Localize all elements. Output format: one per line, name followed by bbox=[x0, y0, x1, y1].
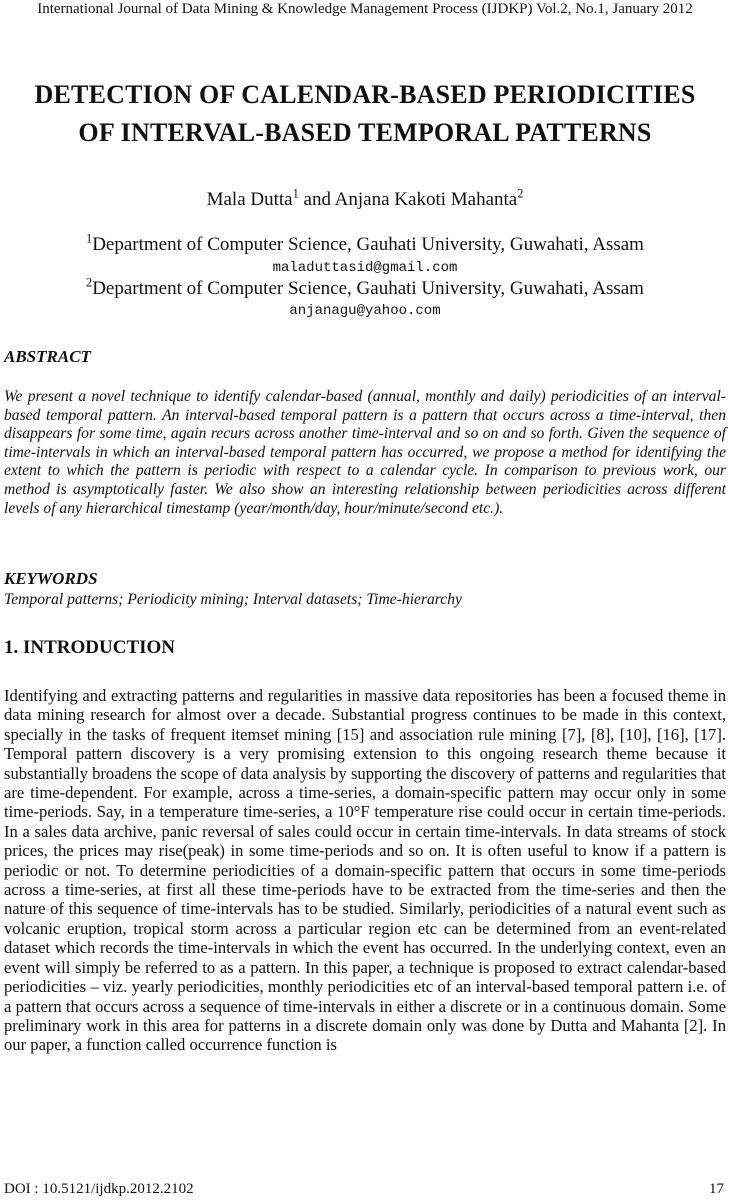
affiliation-marker: 1 bbox=[86, 231, 93, 246]
abstract-body: We present a novel technique to identify calendar-based (annual, monthly and daily) periodicities of an interval-based temporal pattern. An interval-based temporal pattern is a pattern that occurs across a time-interval, then disappears for some time, again recurs across another time-interval and so on and so forth. Given the sequence of time-intervals in which an interval-based temporal pattern has occurred, we propose a method for identifying the extent to which the pattern is periodic with respect to a calendar cycle. In comparison to previous work, our method is asymptotically faster. We also show an interesting relationship between periodicities across different levels of any hierarchical timestamp (year/month/day, hour/minute/second etc.). bbox=[4, 388, 726, 517]
keywords-heading: KEYWORDS bbox=[4, 569, 98, 588]
abstract-heading: ABSTRACT bbox=[4, 347, 91, 366]
affiliation-text: Department of Computer Science, Gauhati University, Guwahati, Assam bbox=[92, 278, 644, 299]
keywords-list: Temporal patterns; Periodicity mining; Interval datasets; Time-hierarchy bbox=[4, 591, 462, 608]
author-email: maladuttasid@gmail.com bbox=[272, 260, 458, 276]
author-email: anjanagu@yahoo.com bbox=[289, 303, 441, 319]
introduction-body: Identifying and extracting patterns and regularities in massive data repositories has been a focused theme in data mining research for almost over a decade. Substantial progress continues to be made in this context, specially in the tasks of frequent itemset mining [15] and association rule mining [7], [8], [10], [16], [17]. Temporal pattern discovery is a very promising extension to this ongoing research theme because it substantially broadens the scope of data analysis by supporting the discovery of patterns and regularities that are time-dependent. For example, across a time-series, a domain-specific pattern may occur only in some time-periods. Say, in a temperature time-series, a 10°F temperature rise could occur in certain time-periods. In a sales data archive, panic reversal of sales could occur in certain time-intervals. In data streams of stock prices, the prices may rise(peak) in some time-periods and so on. It is often useful to know if a pattern is periodic or not. To determine periodicities of a domain-specific pattern that occurs in some time-periods across a time-series, at first all these time-periods have to be extracted from the time-series and then the nature of this sequence of time-intervals has to be studied. Similarly, periodicities of a natural event such as volcanic eruption, tropical storm across a particular region etc can be determined from an event-related dataset which records the time-intervals in which the event has occurred. In the underlying context, even an event will simply be referred to as a pattern. In this paper, a technique is proposed to extract calendar-based periodicities – viz. yearly periodicities, monthly periodicities etc of an interval-based temporal pattern i.e. of a pattern that occurs across a sequence of time-intervals in either a discrete or in a continuous domain. Some preliminary work in this area for patterns in a discrete domain only was done by Dutta and Mahanta [2]. In our paper, a function called occurrence function is bbox=[4, 686, 726, 1055]
affiliation-marker: 2 bbox=[86, 275, 93, 290]
paper-title-line-2: OF INTERVAL-BASED TEMPORAL PATTERNS bbox=[78, 118, 652, 147]
author-conjunction: and bbox=[298, 189, 335, 210]
running-header: International Journal of Data Mining & Knowledge Management Process (IJDKP) Vol.2, No.1, January 2012 bbox=[37, 1, 693, 17]
author-name: Mala Dutta bbox=[206, 189, 293, 210]
author-list bbox=[0, 188, 730, 212]
affiliation-marker: 2 bbox=[517, 186, 524, 201]
affiliation-text: Department of Computer Science, Gauhati University, Guwahati, Assam bbox=[92, 234, 644, 255]
doi-footer: DOI : 10.5121/ijdkp.2012.2102 bbox=[4, 1181, 194, 1197]
author-name: Anjana Kakoti Mahanta bbox=[334, 189, 518, 210]
affiliation-1 bbox=[0, 233, 730, 257]
affiliation-marker: 1 bbox=[292, 186, 299, 201]
page-number: 17 bbox=[709, 1181, 724, 1197]
affiliation-2 bbox=[0, 277, 730, 301]
introduction-heading: 1. INTRODUCTION bbox=[4, 637, 176, 658]
paper-title-line-1: DETECTION OF CALENDAR-BASED PERIODICITIES bbox=[34, 80, 696, 109]
paper-title bbox=[0, 76, 730, 152]
